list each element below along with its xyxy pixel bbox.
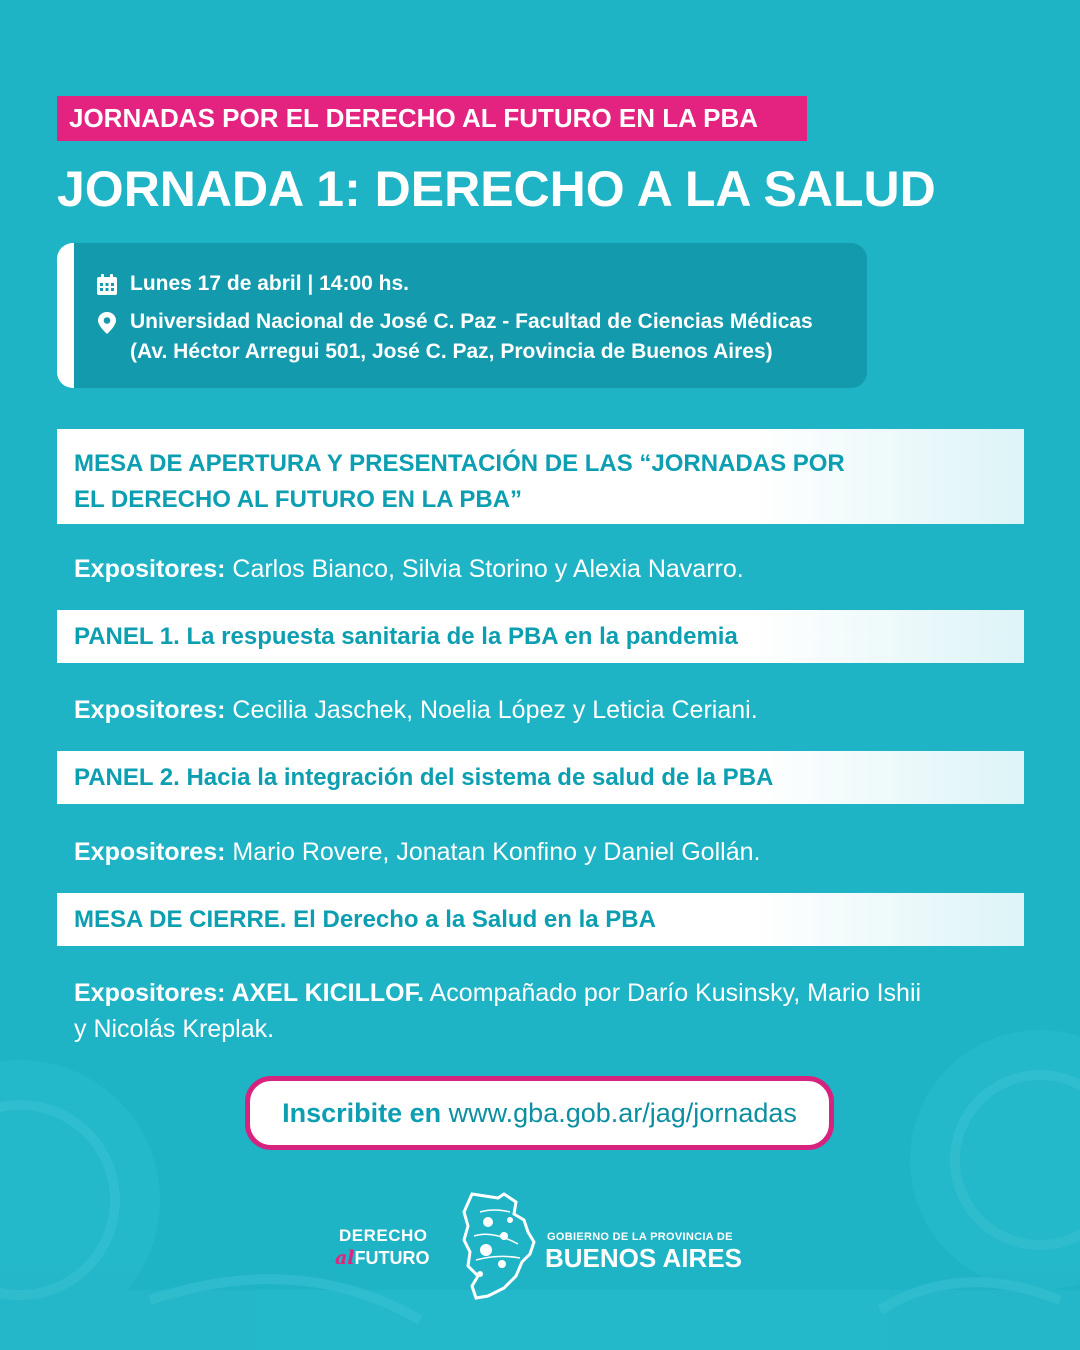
logo-al-text: al — [335, 1247, 355, 1269]
logo-derecho-text: DERECHO — [339, 1226, 428, 1245]
speakers-label: Expositores: — [74, 696, 226, 724]
registration-url[interactable]: www.gba.gob.ar/jag/jornadas — [441, 1098, 797, 1128]
speakers-names: Cecilia Jaschek, Noelia López y Leticia Ceriani. — [225, 696, 758, 724]
event-location-line1: Universidad Nacional de José C. Paz - Facultad de Ciencias Médicas — [130, 310, 813, 333]
province-map-icon — [458, 1192, 536, 1300]
logo-futuro-text: FUTURO — [354, 1248, 430, 1268]
opening-title-line2: EL DERECHO AL FUTURO EN LA PBA” — [74, 486, 523, 513]
speakers-label: Expositores: — [74, 979, 226, 1007]
opening-speakers — [74, 551, 1014, 587]
panel2-title: PANEL 2. Hacia la integración del sistema de salud de la PBA — [57, 751, 1024, 804]
speakers-names: Mario Rovere, Jonatan Konfino y Daniel Gollán. — [225, 838, 761, 866]
speakers-label: Expositores: — [74, 838, 226, 866]
province-name: BUENOS AIRES — [545, 1243, 742, 1273]
page-title: JORNADA 1: DERECHO A LA SALUD — [57, 161, 936, 217]
registration-label: Inscribite en — [282, 1098, 442, 1128]
event-series-tag: JORNADAS POR EL DERECHO AL FUTURO EN LA PBA — [57, 96, 807, 141]
speakers-names: Carlos Bianco, Silvia Storino y Alexia Navarro. — [225, 555, 744, 583]
keynote-speaker: AXEL KICILLOF. — [225, 979, 425, 1007]
calendar-icon — [96, 274, 118, 296]
closing-speakers — [74, 975, 1014, 1047]
event-location-row — [96, 307, 813, 367]
event-date: Lunes 17 de abril | 14:00 hs. — [130, 272, 409, 295]
speakers-names-line2: y Nicolás Kreplak. — [74, 1015, 275, 1043]
derecho-al-futuro-logo — [335, 1226, 455, 1276]
event-info-box — [57, 243, 867, 388]
government-label: GOBIERNO DE LA PROVINCIA DE — [547, 1231, 733, 1243]
panel1-speakers — [74, 692, 1014, 728]
speakers-names-line1: Acompañado por Darío Kusinsky, Mario Ishii — [424, 979, 922, 1007]
closing-session-title: MESA DE CIERRE. El Derecho a la Salud en la PBA — [57, 893, 1024, 946]
speakers-label: Expositores: — [74, 555, 226, 583]
registration-link-button[interactable] — [245, 1076, 834, 1150]
event-date-row — [96, 269, 409, 299]
panel2-speakers — [74, 834, 1014, 870]
location-pin-icon — [96, 312, 118, 334]
opening-title-line1: MESA DE APERTURA Y PRESENTACIÓN DE LAS “JORNADAS POR — [74, 450, 845, 477]
opening-session-title — [57, 429, 1024, 524]
event-location-line2: (Av. Héctor Arregui 501, José C. Paz, Provincia de Buenos Aires) — [130, 340, 773, 363]
panel1-title: PANEL 1. La respuesta sanitaria de la PBA en la pandemia — [57, 610, 1024, 663]
